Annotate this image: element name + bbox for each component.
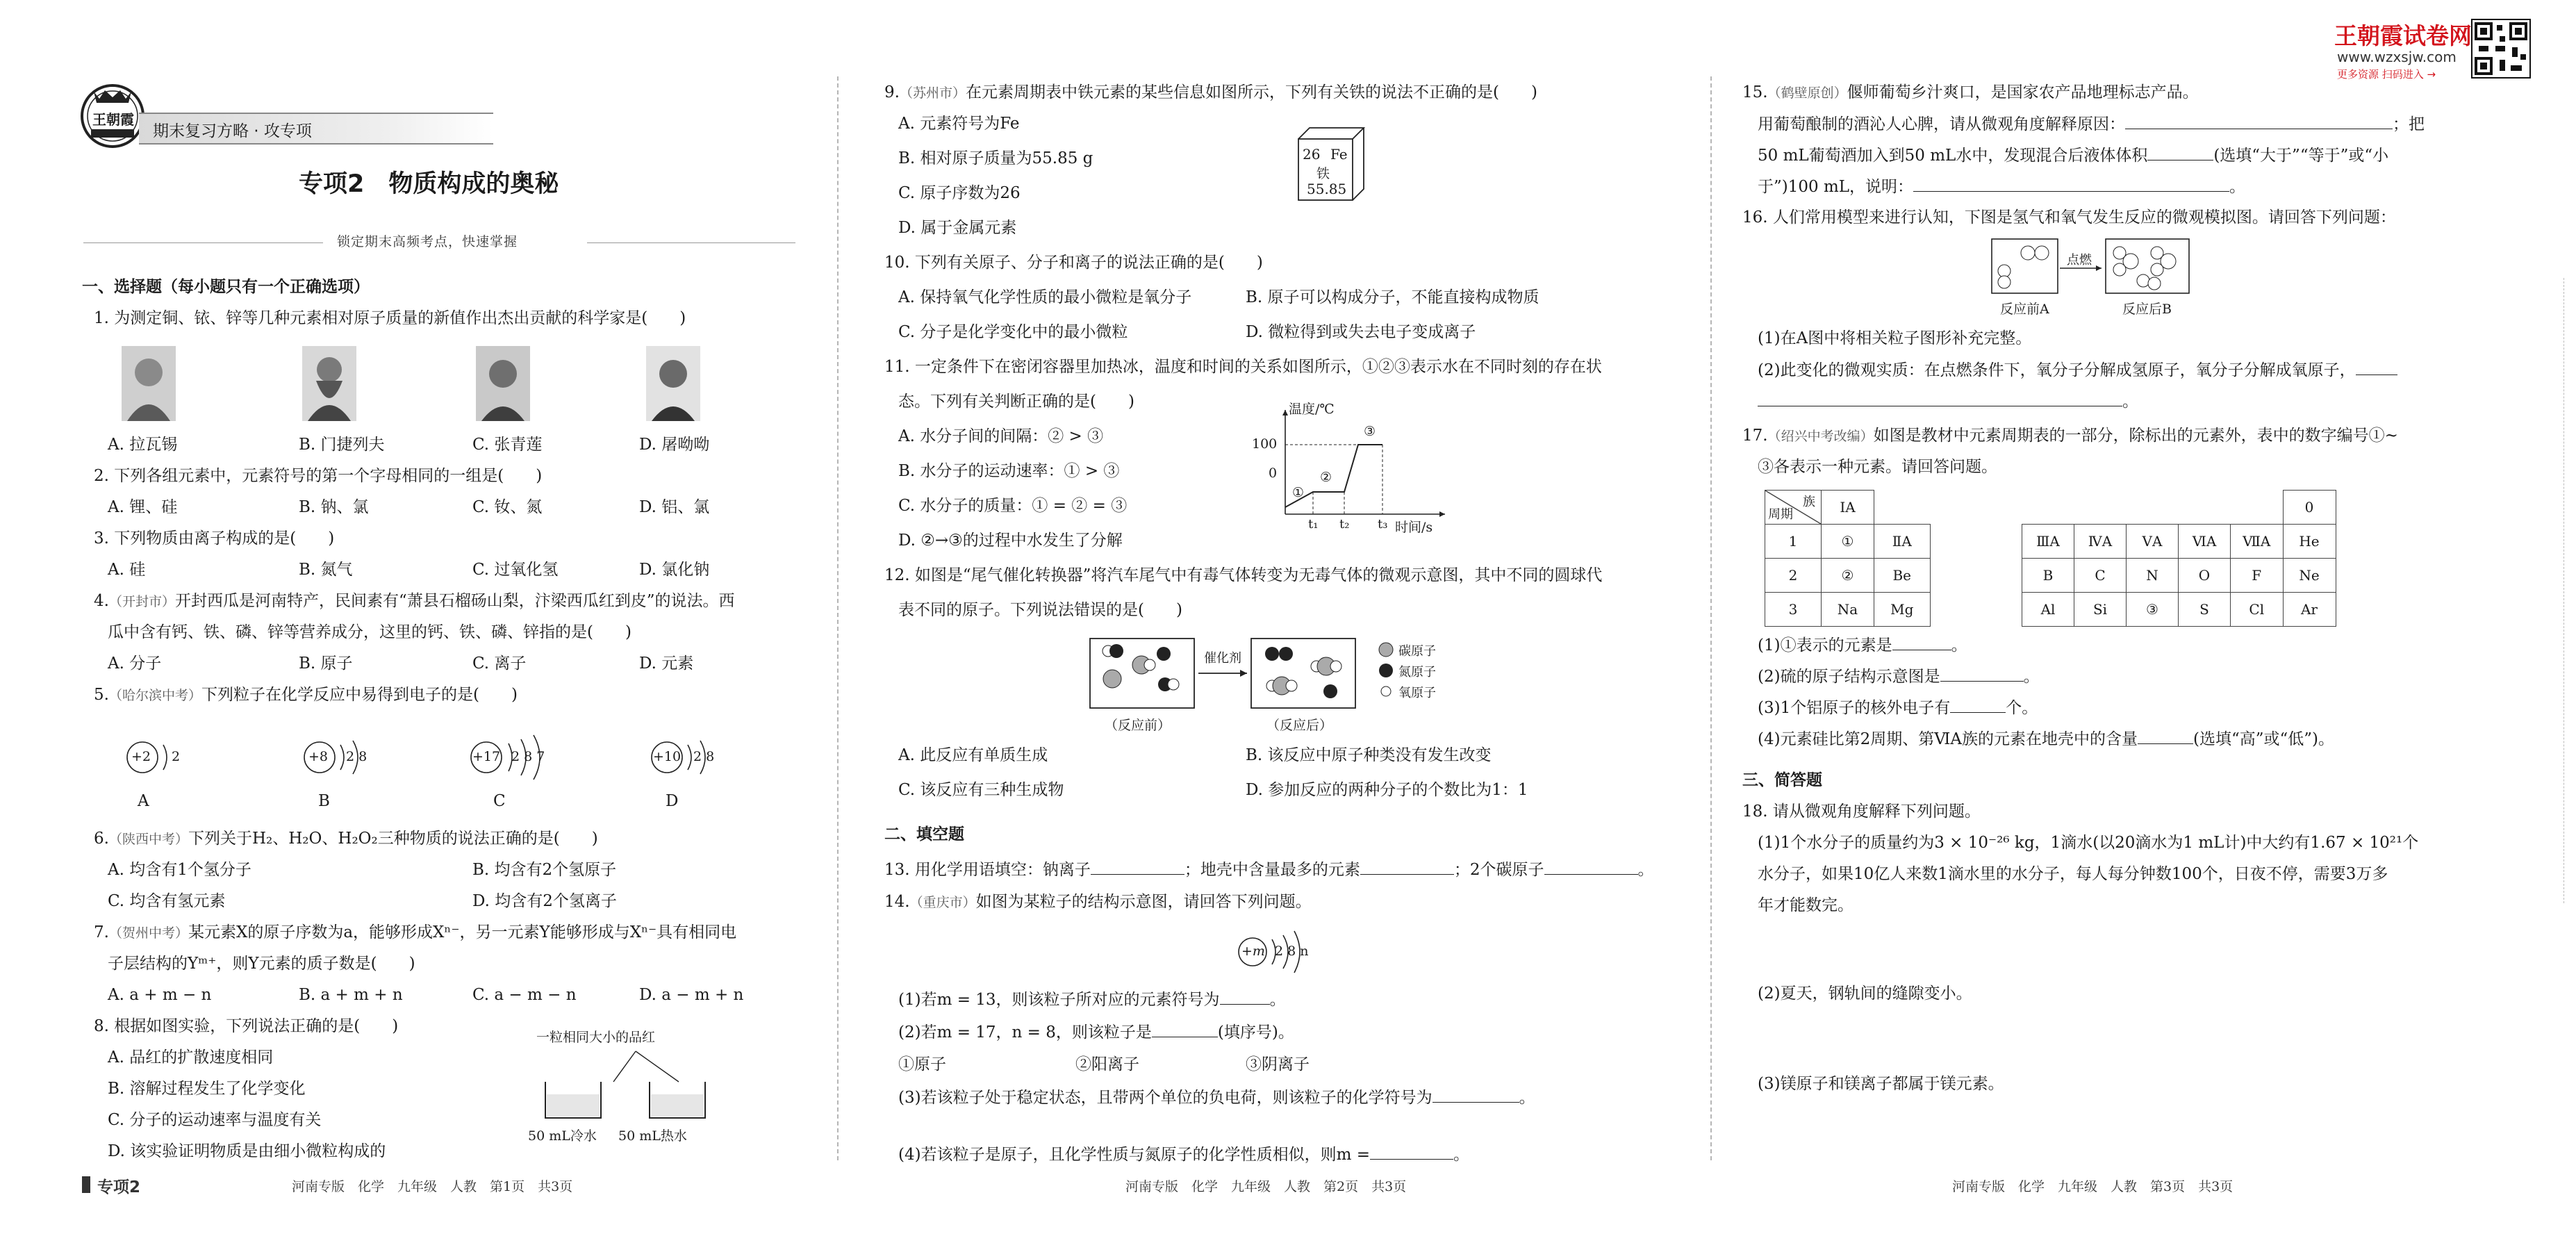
q14-shells: 2 8 n [1275,944,1309,959]
pt-cell-he: He [2283,525,2336,559]
q3-stem: 3. 下列物质由离子构成的是( ) [94,529,335,548]
q18-sub1-line3: 年才能数完。 [1758,896,1853,914]
q17-source-tag: （绍兴中考改编） [1767,429,1874,444]
q14-sub4-text: (4)若该粒子是原子，且化学性质与氮原子的化学性质相似，则m = [898,1146,1370,1164]
pt-period-2: 2 [1765,559,1822,593]
q7-stem-line2: 子层结构的Yᵐ⁺，则Y元素的质子数是( ) [108,955,415,973]
q8-beakers [531,1046,719,1122]
q15-answer-explanation[interactable] [1913,176,2229,192]
footer-page-1: 河南专版 化学 九年级 人教 第1页 共3页 [292,1179,573,1194]
q8-option-a[interactable]: A. 品红的扩散速度相同 [108,1048,274,1067]
q12-catalyst-label: 催化剂 [1204,651,1241,666]
q4-stem-line1 [94,591,735,612]
pt-cell-1-1: ① [1822,525,1874,559]
q17-sub2-answer[interactable] [1940,666,2024,682]
footer-section-tag: 专项2 [97,1178,141,1196]
pt-header-1a: ⅠA [1822,491,1874,525]
pt-r-blank-4 [2179,491,2231,525]
q9-option-a[interactable]: A. 元素符号为Fe [898,115,1020,133]
q3-option-a[interactable]: A. 硅 [108,561,146,579]
q16-reaction-model [1990,238,2199,318]
q11-x-tick-t2: t₂ [1339,517,1350,532]
q5-atom-a-nucleus: +2 [131,749,151,764]
q5-atom-b-shells: 2 8 [346,749,368,764]
q14-sub4-answer[interactable] [1370,1144,1453,1160]
q13-answer-crust-element[interactable] [1360,859,1454,875]
page-title: 专项2 物质构成的奥秘 [299,170,559,198]
pt-cell-s: S [2179,593,2231,627]
q1-stem: 1. 为测定铜、铱、锌等几种元素相对原子质量的新值作出杰出贡献的科学家是( ) [94,309,686,327]
q15-stem [1742,82,2199,104]
q11-state-3: ③ [1364,424,1376,439]
q13-answer-carbon-atoms[interactable] [1544,859,1638,875]
q17-sub2 [1758,666,2040,687]
pt-corner-header [1765,491,1822,525]
q4-option-b[interactable]: B. 原子 [299,655,353,673]
q18-sub1-line1: (1)1个水分子的质量约为3 × 10⁻²⁶ kg，1滴水(以20滴水为1 mL计)中大约有1.67 × 10²¹个 [1758,834,2419,852]
q14-sub3 [898,1087,1535,1108]
pt-cell-1-2: ⅡA [1874,525,1931,559]
q14-stem-text: 如图为某粒子的结构示意图，请回答下列问题。 [975,893,1312,911]
q15-line4-text: 于”)100 mL，说明： [1758,178,1914,196]
pt-cell-2-2: Be [1874,559,1931,593]
q4-option-a[interactable]: A. 分子 [108,655,162,673]
brand-logo [80,83,146,149]
q11-option-c[interactable]: C. 水分子的质量：① = ② = ③ [898,497,1128,515]
q2-stem: 2. 下列各组元素中，元素符号的第一个字母相同的一组是( ) [94,467,543,485]
q7-option-c[interactable]: C. a − m − n [472,986,577,1004]
q4-number: 4. [94,592,109,610]
q5-source-tag: （哈尔滨中考） [108,688,201,703]
q14-sub1-text: (1)若m = 13，则该粒子所对应的元素符号为 [898,991,1220,1009]
pt-cell-o: O [2179,559,2231,593]
q7-option-b[interactable]: B. a + m + n [299,986,403,1004]
q4-option-c[interactable]: C. 离子 [472,655,527,673]
q8-stem: 8. 根据如图实验，下列说法正确的是( ) [94,1017,399,1035]
q15-source-tag: （鹤壁原创） [1767,85,1847,101]
q6-number: 6. [94,830,109,848]
q17-stem-text: 如图是教材中元素周期表的一部分，除标出的元素外，表中的数字编号①~ [1873,427,2398,445]
q15-line3-end: (选填“大于”“等于”或“小 [2213,147,2389,165]
qr-code-icon[interactable] [2472,19,2530,78]
portrait-icon [476,346,530,421]
q1-portrait-c [476,346,530,421]
q12-after-label: （反应后） [1266,718,1333,733]
q5-label-a: A [138,792,149,810]
q5-label-c: C [493,792,506,810]
portrait-icon [122,346,176,421]
q12-stem-line2: 表不同的原子。下列说法错误的是( ) [898,601,1182,619]
q14-sub2 [898,1021,1294,1043]
q4-option-d[interactable]: D. 元素 [639,655,694,673]
q17-sub3-end: 个。 [2006,699,2038,717]
q14-sub2-answer[interactable] [1152,1021,1218,1037]
q17-sub2-end: 。 [2023,668,2040,686]
q10-stem: 10. 下列有关原子、分子和离子的说法正确的是( ) [884,254,1263,272]
q9-element-cell [1296,124,1365,204]
q7-source-tag: （贺州中考） [108,925,188,941]
site-slogan: 更多资源 扫码进入 → [2337,68,2436,81]
q16-sub2-line1 [1758,359,2397,381]
q9-cell-mass: 55.85 [1307,181,1347,197]
q7-stem-line1 [94,922,736,944]
q9-option-d[interactable]: D. 属于金属元素 [898,219,1017,237]
q17-stem-line1 [1742,425,2398,447]
q9-number: 9. [884,83,900,101]
pt-r-blank-5 [2231,491,2284,525]
q7-option-a[interactable]: A. a + m − n [108,986,212,1004]
section-banner-text: 期末复习方略 · 攻专项 [153,122,312,140]
q11-stem-line2: 态。下列有关判断正确的是( ) [898,393,1134,411]
site-url[interactable]: www.wzxsjw.com [2337,49,2457,65]
pt-cell-2-1: ② [1822,559,1874,593]
q16-label-a: 反应前A [2000,302,2049,317]
pt-cell-cl: Cl [2231,593,2284,627]
q6-option-a[interactable]: A. 均含有1个氢分子 [108,861,251,879]
q11-x-label: 时间/s [1395,520,1433,535]
q10-option-c[interactable]: C. 分子是化学变化中的最小微粒 [898,323,1128,341]
q11-option-a[interactable]: A. 水分子间的间隔：② > ③ [898,427,1104,445]
q18-sub2-answer-area[interactable] [1758,1007,2487,1070]
q9-source-tag: （苏州市） [899,85,966,101]
q15-line4-end: 。 [2229,178,2246,196]
q1-option-c[interactable]: C. 张青莲 [472,436,543,454]
q12-legend-nitrogen: 氮原子 [1398,665,1436,680]
q14-sub3-answer[interactable] [1433,1087,1519,1103]
pt-cell-3-1: Na [1822,593,1874,627]
q16-label-b: 反应后B [2122,302,2172,317]
pt-r-blank-2 [2074,491,2127,525]
q8-figure-caption-top: 一粒相同大小的品红 [536,1030,656,1045]
pt-cell-f: F [2231,559,2284,593]
pt-cell-n: N [2127,559,2179,593]
q15-line4 [1758,176,2245,197]
q3-option-c[interactable]: C. 过氧化氢 [472,561,559,579]
q4-stem-line2: 瓜中含有钙、铁、磷、锌等营养成分，这里的钙、铁、磷、锌指的是( ) [108,623,631,641]
pt-period-1: 1 [1765,525,1822,559]
q15-line3-text: 50 mL葡萄酒加入到50 mL水中，发现混合后液体体积 [1758,147,2148,165]
pt-header-zq: 周期 [1768,507,1793,522]
pt-header-3a: ⅢA [2022,525,2074,559]
q14-sub1 [898,989,1286,1010]
pt-cell-3: ③ [2127,593,2179,627]
pt-header-0: 0 [2283,491,2336,525]
q1-portrait-d [646,346,700,421]
q16-stem: 16. 人们常用模型来进行认知，下图是氢气和氧气发生反应的微观模拟图。请回答下列问题： [1742,208,2396,227]
q12-option-c[interactable]: C. 该反应有三种生成物 [898,781,1064,799]
q17-stem-line2: ③各表示一种元素。请回答问题。 [1758,458,1997,476]
q1-option-b[interactable]: B. 门捷列夫 [299,436,385,454]
pt-cell-3-2: Mg [1874,593,1931,627]
q11-heating-graph [1237,403,1459,535]
pt-header-6a: ⅥA [2179,525,2231,559]
q13-answer-sodium-ion[interactable] [1091,859,1184,875]
pt-header-5a: ⅤA [2127,525,2179,559]
q9-cell-number: 26 [1303,146,1321,163]
logo-text: 王朝霞 [92,111,134,128]
q9-option-c[interactable]: C. 原子序数为26 [898,184,1021,202]
pt-header-4a: ⅣA [2074,525,2127,559]
q12-option-d[interactable]: D. 参加反应的两种分子的个数比为1：1 [1246,781,1528,799]
q16-sub2-end: 。 [2122,393,2138,411]
q14-stem [884,891,1312,913]
q8-label-cold: 50 mL冷水 [528,1128,597,1144]
q5-atom-d-nucleus: +10 [653,749,682,764]
q17-sub1-answer[interactable] [1892,634,1951,650]
pt-header-zu: 族 [1803,495,1815,509]
q5-stem [94,684,518,706]
q7-stem-text: 某元素X的原子序数为a，能够形成Xⁿ⁻，另一元素Y能够形成与Xⁿ⁻具有相同电 [188,923,737,941]
q16-sub2-line2 [1758,390,2138,412]
section-banner [139,113,493,145]
q14-particle-diagram [1233,924,1351,980]
q6-option-c[interactable]: C. 均含有氢元素 [108,892,226,910]
q5-label-b: B [318,792,330,810]
q1-portrait-b [302,346,356,421]
q12-legend-oxygen: 氧原子 [1398,686,1436,700]
q2-option-c[interactable]: C. 钕、氮 [472,498,543,516]
q11-y-tick-100: 100 [1252,436,1278,452]
q17-sub1 [1758,634,1967,656]
q16-answer-line2[interactable] [1758,390,2122,406]
q14-sub2-end: (填序号)。 [1217,1023,1294,1042]
q18-sub1-line2: 水分子，如果10亿人来数1滴水里的水分子，每人每分钟数100个，日夜不停，需要3万多 [1758,865,2388,883]
q10-option-a[interactable]: A. 保持氧气化学性质的最小微粒是氧分子 [898,288,1192,306]
q14-sub4 [898,1144,1469,1165]
q15-line2 [1758,113,2425,135]
q5-label-d: D [666,792,679,810]
q9-cell-symbol: Fe [1330,146,1348,163]
q16-condition-label: 点燃 [2067,253,2092,267]
q12-legend-carbon: 碳原子 [1398,644,1436,659]
page-1 [69,0,816,1243]
q9-option-b[interactable]: B. 相对原子质量为55.85 g [898,149,1093,167]
q18-stem: 18. 请从微观角度解释下列问题。 [1742,802,1981,821]
beaker-icon [531,1046,719,1122]
page-subtitle: 锁定期末高频考点，快速掌握 [337,234,518,249]
q14-sub4-end: 。 [1453,1146,1469,1164]
page-divider-1 [837,76,839,1160]
q17-sub1-end: 。 [1951,636,1967,655]
periodic-table-left [1765,490,1931,627]
q16-answer-line1[interactable] [2356,359,2397,375]
periodic-table-right [2022,490,2336,627]
q9-stem-text: 在元素周期表中铁元素的某些信息如图所示，下列有关铁的说法不正确的是( ) [965,83,1537,101]
q14-sub1-end: 。 [1269,991,1286,1009]
q11-y-label: 温度/℃ [1289,402,1335,417]
q2-option-a[interactable]: A. 锂、硅 [108,498,178,516]
q14-number: 14. [884,893,910,911]
q6-stem-text: 下列关于H₂、H₂O、H₂O₂三种物质的说法正确的是( ) [188,830,598,848]
q4-source-tag: （开封市） [108,594,175,609]
page-divider-2 [1710,76,1712,1160]
q14-source-tag: （重庆市） [909,895,976,910]
pt-period-3: 3 [1765,593,1822,627]
q6-option-b[interactable]: B. 均含有2个氢原子 [472,861,617,879]
footer-page-2: 河南专版 化学 九年级 人教 第2页 共3页 [1125,1179,1407,1194]
q5-atom-a[interactable] [122,730,240,785]
q17-sub2-text: (2)硫的原子结构示意图是 [1758,668,1940,686]
q5-atom-c[interactable] [465,730,597,785]
q11-option-d[interactable]: D. ②→③的过程中水发生了分解 [898,532,1123,550]
q14-sub2-option-2[interactable]: ②阳离子 [1075,1055,1139,1073]
q14-sub2-option-1[interactable]: ①原子 [898,1055,946,1073]
q17-sub4 [1758,728,2334,750]
q4-stem-text: 开封西瓜是河南特产，民间素有“萧县石榴砀山梨，汴梁西瓜红到皮”的说法。西 [174,592,735,610]
q16-sub1: (1)在A图中将相关粒子图形补充完整。 [1758,329,2032,347]
q14-sub3-end: 。 [1519,1089,1535,1107]
q14-sub2-text: (2)若m = 17，n = 8，则该粒子是 [898,1023,1152,1042]
q17-sub4-end: (选填“高”或“低”)。 [2193,730,2334,748]
q8-option-c[interactable]: C. 分子的运动速率与温度有关 [108,1111,322,1129]
q18-sub2: (2)夏天，钢轨间的缝隙变小。 [1758,985,1972,1003]
q11-state-2: ② [1320,470,1332,485]
q5-stem-text: 下列粒子在化学反应中易得到电子的是( ) [201,686,518,704]
q5-atom-b-nucleus: +8 [308,749,329,764]
q10-option-d[interactable]: D. 微粒得到或失去电子变成离子 [1246,323,1476,341]
q8-option-d[interactable]: D. 该实验证明物质是由细小微粒构成的 [108,1142,386,1160]
pt-header-7a: ⅦA [2231,525,2284,559]
q14-nucleus: +m [1241,944,1265,959]
pt-cell-b: B [2022,559,2074,593]
footer-page-3: 河南专版 化学 九年级 人教 第3页 共3页 [1952,1179,2234,1194]
q15-stem-text: 偃师葡萄乡汁爽口，是国家农产品地理标志产品。 [1847,83,2199,101]
q5-atom-d-shells: 2 8 [693,749,715,764]
q5-atom-a-shells: 2 [172,749,181,764]
q13-text-1: 13. 用化学用语填空：钠离子 [884,861,1091,879]
q14-sub2-option-3[interactable]: ③阴离子 [1246,1055,1310,1073]
q15-number: 15. [1742,83,1768,101]
q8-label-hot: 50 mL热水 [618,1128,687,1144]
q13-text-3: ；2个碳原子 [1453,861,1544,879]
q17-sub4-text: (4)元素硅比第2周期、第ⅥA族的元素在地壳中的含量 [1758,730,2138,748]
binding-margin [2563,278,2571,903]
q3-option-b[interactable]: B. 氮气 [299,561,353,579]
q12-stem-line1: 12. 如图是“尾气催化转换器”将汽车尾气中有毒气体转变为无毒气体的微观示意图，其中不同的圆球代 [884,566,1603,584]
q11-option-b[interactable]: B. 水分子的运动速率：① > ③ [898,462,1120,480]
q7-number: 7. [94,923,109,941]
q11-x-tick-t1: t₁ [1308,517,1319,532]
q14-sub1-answer[interactable] [1220,989,1270,1005]
q11-state-1: ① [1292,485,1305,500]
q6-stem [94,828,598,850]
q17-sub1-text: (1)①表示的元素是 [1758,636,1892,655]
q9-cell-name: 铁 [1316,166,1330,181]
q10-option-b[interactable]: B. 原子可以构成分子，不能直接构成物质 [1246,288,1539,306]
pt-r-blank-1 [2022,491,2074,525]
pt-cell-ar: Ar [2283,593,2336,627]
q14-sub3-text: (3)若该粒子处于稳定状态，且带两个单位的负电荷，则该粒子的化学符号为 [898,1089,1433,1107]
q17-sub3-text: (3)1个铝原子的核外电子有 [1758,699,1951,717]
q1-option-d[interactable]: D. 屠呦呦 [639,436,710,454]
q12-option-b[interactable]: B. 该反应中原子种类没有发生改变 [1246,746,1492,764]
q11-stem-line1: 11. 一定条件下在密闭容器里加热冰，温度和时间的关系如图所示，①②③表示水在不同时刻的存在状 [884,358,1602,376]
pt-r-blank-3 [2127,491,2179,525]
q5-number: 5. [94,686,109,704]
q5-atom-c-shells: 2 8 7 [511,749,545,764]
q15-answer-reason[interactable] [2125,113,2393,129]
q12-before-label: （反应前） [1105,718,1171,733]
pt-header-blank [1874,491,1931,525]
q3-option-d[interactable]: D. 氯化钠 [639,561,710,579]
q17-sub3-answer[interactable] [1950,697,2006,713]
pt-cell-c: C [2074,559,2127,593]
q7-option-d[interactable]: D. a − m + n [639,986,744,1004]
pt-cell-al: Al [2022,593,2074,627]
q15-line3 [1758,145,2388,166]
q16-sub2-text: (2)此变化的微观实质：在点燃条件下，氧分子分解成氢原子，氧分子分解成氧原子， [1758,361,2356,379]
q8-option-b[interactable]: B. 溶解过程发生了化学变化 [108,1080,306,1098]
q2-option-d[interactable]: D. 铝、氯 [639,498,710,516]
q9-stem [884,82,1537,104]
site-brand [2334,14,2522,83]
q5-atom-c-nucleus: +17 [472,749,501,764]
pt-cell-ne: Ne [2283,559,2336,593]
q11-y-tick-0: 0 [1269,466,1278,481]
q1-option-a[interactable]: A. 拉瓦锡 [108,436,178,454]
portrait-icon [646,346,700,421]
page-2 [872,0,1699,1243]
portrait-icon [302,346,356,421]
q13-text-2: ；地壳中含量最多的元素 [1184,861,1360,879]
q15-answer-volume[interactable] [2147,145,2213,160]
q15-line2-text: 用葡萄酿制的酒沁人心脾，请从微观角度解释原因： [1758,115,2125,133]
q17-number: 17. [1742,427,1768,445]
q11-x-tick-t3: t₃ [1378,517,1388,532]
page-3 [1730,0,2529,1243]
q1-portrait-a [122,346,176,421]
q15-line2-end: ；把 [2393,115,2425,133]
q5-atom-b[interactable] [299,730,417,785]
q12-option-a[interactable]: A. 此反应有单质生成 [898,746,1048,764]
q12-reaction-figure [1087,636,1504,740]
site-name: 王朝霞试卷网 [2334,22,2472,49]
q6-source-tag: （陕西中考） [108,832,188,847]
q13-line [884,859,1654,880]
q18-sub3: (3)镁原子和镁离子都属于镁元素。 [1758,1075,2004,1093]
q5-atom-d[interactable] [646,730,764,785]
q6-option-d[interactable]: D. 均含有2个氢离子 [472,892,617,910]
q2-option-b[interactable]: B. 钠、氯 [299,498,369,516]
subtitle-rule [83,242,323,243]
footer-tag-box [82,1176,90,1193]
q13-text-4: 。 [1637,861,1654,879]
subtitle-rule-right [587,242,795,243]
section-heading-choice: 一、选择题（每小题只有一个正确选项） [82,278,370,296]
q18-sub1-answer-area[interactable] [1758,921,2487,976]
q17-sub3 [1758,697,2038,718]
section-heading-fill: 二、填空题 [884,825,964,843]
q18-sub3-answer-area[interactable] [1758,1098,2487,1160]
q17-sub4-answer[interactable] [2138,728,2193,744]
pt-cell-si: Si [2074,593,2127,627]
section-heading-short-answer: 三、简答题 [1742,771,1822,789]
